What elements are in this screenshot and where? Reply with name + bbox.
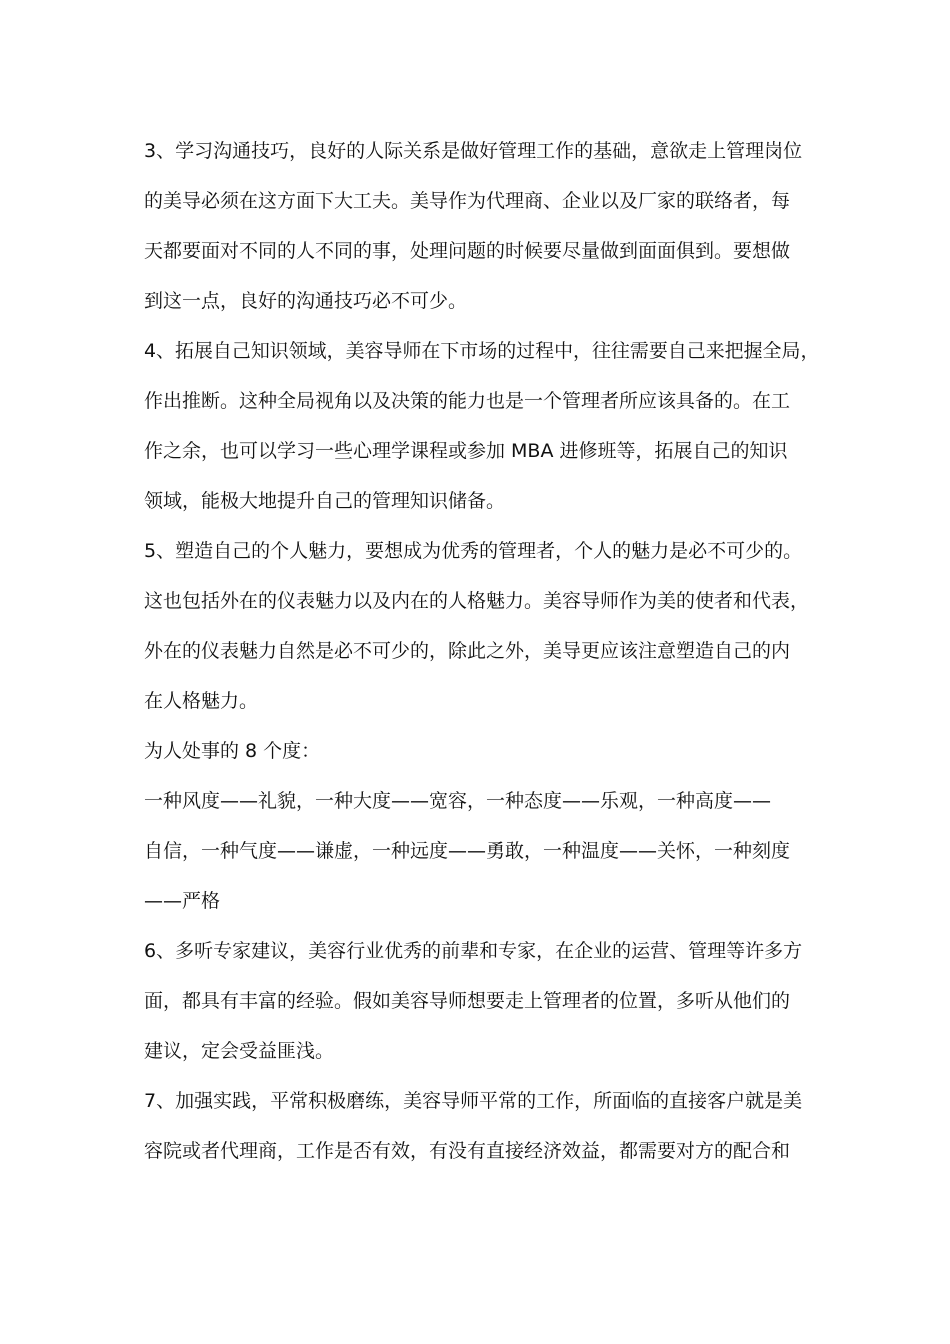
text-line: 自信，一种气度——谦虚，一种远度——勇敢，一种温度——关怀，一种刻度 (144, 840, 791, 862)
text-line: 天都要面对不同的人不同的事，处理问题的时候要尽量做到面面俱到。要想做 (144, 240, 791, 262)
text-line: 建议，定会受益匪浅。 (144, 1040, 335, 1062)
text-line: 到这一点，良好的沟通技巧必不可少。 (144, 290, 468, 312)
text-line: 7、加强实践，平常积极磨练，美容导师平常的工作，所面临的直接客户就是美 (144, 1090, 803, 1112)
text-line: 5、塑造自己的个人魅力，要想成为优秀的管理者，个人的魅力是必不可少的。 (144, 540, 803, 562)
text-line: 作出推断。这种全局视角以及决策的能力也是一个管理者所应该具备的。在工 (144, 390, 791, 412)
text-line: 容院或者代理商，工作是否有效，有没有直接经济效益，都需要对方的配合和 (144, 1140, 791, 1162)
text-line: 领域，能极大地提升自己的管理知识储备。 (144, 490, 506, 512)
text-line: 4、拓展自己知识领域，美容导师在下市场的过程中，往往需要自己来把握全局， (144, 340, 820, 362)
text-line: 3、学习沟通技巧，良好的人际关系是做好管理工作的基础，意欲走上管理岗位 (144, 140, 803, 162)
text-line: 为人处事的 8 个度： (144, 740, 321, 762)
text-line: ——严格 (144, 890, 221, 912)
text-line: 6、多听专家建议，美容行业优秀的前辈和专家，在企业的运营、管理等许多方 (144, 940, 803, 962)
text-line: 的美导必须在这方面下大工夫。美导作为代理商、企业以及厂家的联络者，每 (144, 190, 791, 212)
text-line: 一种风度——礼貌，一种大度——宽容，一种态度——乐观，一种高度—— (144, 790, 772, 812)
text-line: 在人格魅力。 (144, 690, 259, 712)
text-line: 面，都具有丰富的经验。假如美容导师想要走上管理者的位置，多听从他们的 (144, 990, 791, 1012)
text-line: 外在的仪表魅力自然是必不可少的，除此之外，美导更应该注意塑造自己的内 (144, 640, 791, 662)
text-line: 这也包括外在的仪表魅力以及内在的人格魅力。美容导师作为美的使者和代表， (144, 590, 810, 612)
text-line: 作之余，也可以学习一些心理学课程或参加 MBA 进修班等，拓展自己的知识 (144, 440, 788, 462)
